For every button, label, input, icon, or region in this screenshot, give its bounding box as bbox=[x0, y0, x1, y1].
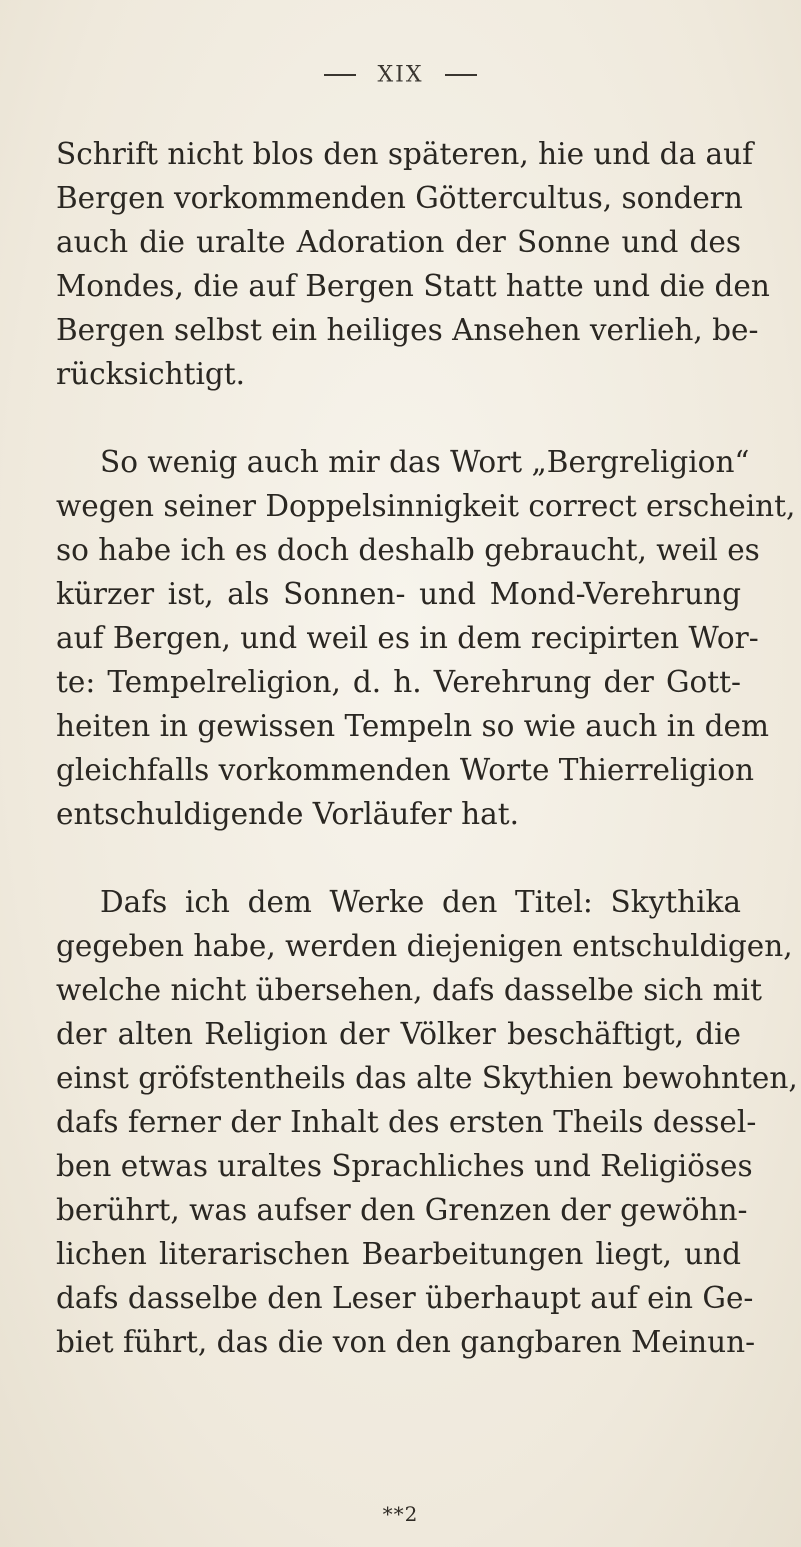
header-rule-left bbox=[324, 74, 356, 76]
page-header bbox=[0, 62, 801, 88]
text-line: kürzer ist, als Sonnen- und Mond-Verehrung bbox=[56, 577, 741, 611]
text-line: welche nicht übersehen, dafs dasselbe sich mit bbox=[56, 973, 762, 1007]
text-line: einst gröfstentheils das alte Skythien bewohnten, bbox=[56, 1061, 798, 1095]
text-line: lichen literarischen Bearbeitungen liegt, und bbox=[56, 1237, 741, 1271]
body-text bbox=[56, 132, 798, 1364]
text-line: entschuldigende Vorläufer hat. bbox=[56, 797, 519, 831]
text-line: so habe ich es doch deshalb gebraucht, weil es bbox=[56, 533, 760, 567]
text-line: dafs dasselbe den Leser überhaupt auf ein Ge- bbox=[56, 1281, 754, 1315]
text-line: biet führt, das die von den gangbaren Meinun- bbox=[56, 1325, 756, 1359]
header-rule-right bbox=[445, 74, 477, 76]
text-line: auch die uralte Adoration der Sonne und des bbox=[56, 225, 741, 259]
text-line: berührt, was aufser den Grenzen der gewöhn- bbox=[56, 1193, 748, 1227]
text-line: Mondes, die auf Bergen Statt hatte und die den bbox=[56, 269, 770, 303]
text-line: auf Bergen, und weil es in dem recipirten Wor- bbox=[56, 621, 759, 655]
paragraph-gap bbox=[56, 396, 741, 440]
text-line: So wenig auch mir das Wort „Bergreligion“ bbox=[100, 445, 750, 479]
signature-mark: **2 bbox=[382, 1502, 419, 1526]
text-line: Bergen selbst ein heiliges Ansehen verlieh, be- bbox=[56, 313, 759, 347]
text-line: te: Tempelreligion, d. h. Verehrung der Gott- bbox=[56, 665, 741, 699]
text-line: heiten in gewissen Tempeln so wie auch in dem bbox=[56, 709, 769, 743]
text-line: der alten Religion der Völker beschäftigt, die bbox=[56, 1017, 741, 1051]
text-line: dafs ferner der Inhalt des ersten Theils dessel- bbox=[56, 1105, 757, 1139]
paragraph-gap bbox=[56, 836, 741, 880]
text-line: wegen seiner Doppelsinnigkeit correct erscheint, bbox=[56, 489, 796, 523]
page-number: XIX bbox=[377, 62, 424, 88]
text-line: gleichfalls vorkommenden Worte Thierreligion bbox=[56, 753, 754, 787]
text-line: ben etwas uraltes Sprachliches und Religiöses bbox=[56, 1149, 753, 1183]
text-line: Dafs ich dem Werke den Titel: Skythika bbox=[100, 885, 741, 919]
text-line: gegeben habe, werden diejenigen entschuldigen, bbox=[56, 929, 793, 963]
text-line: Schrift nicht blos den späteren, hie und da auf bbox=[56, 137, 754, 171]
text-line: rücksichtigt. bbox=[56, 357, 245, 391]
text-line: Bergen vorkommenden Göttercultus, sondern bbox=[56, 181, 743, 215]
